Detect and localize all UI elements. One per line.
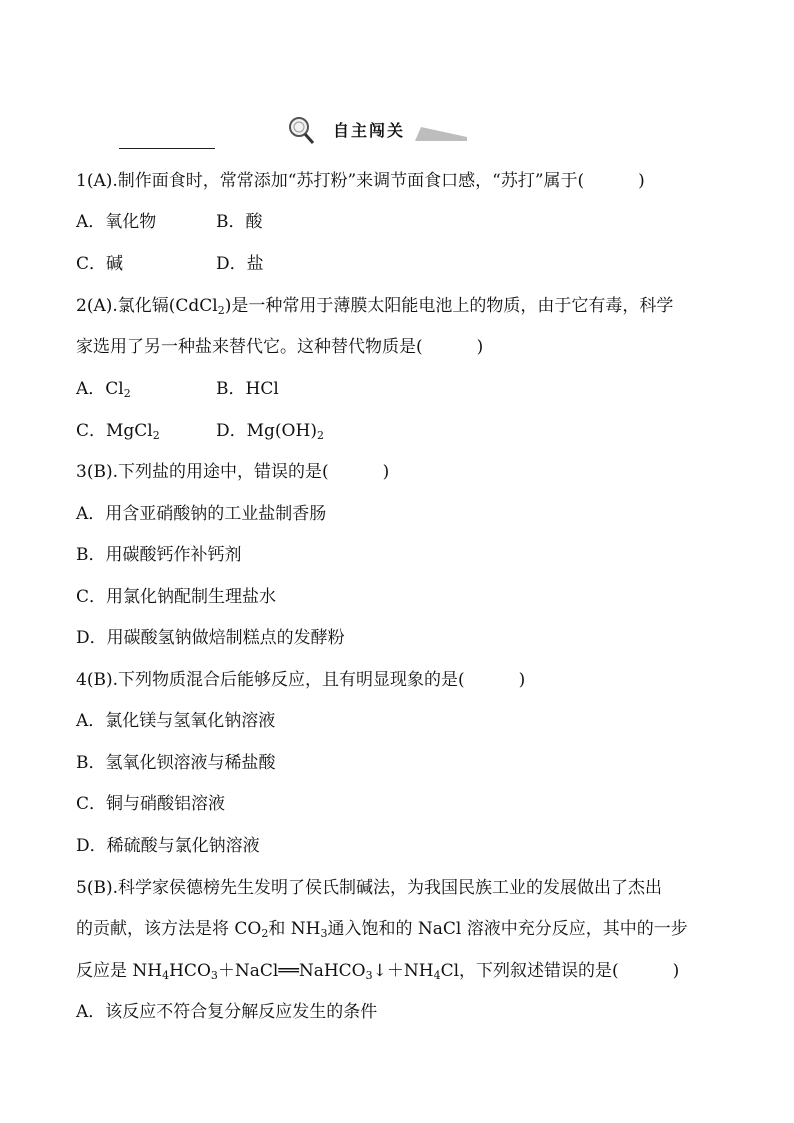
q5-option-a: A．该反应不符合复分解反应发生的条件 — [76, 1002, 378, 1022]
q5-stem-line1: 5(B).科学家侯德榜先生发明了侯氏制碱法，为我国民族工业的发展做出了杰出 — [76, 878, 662, 898]
q1-option-a: A．氧化物 — [76, 212, 157, 232]
section-title: 自主闯关 — [333, 121, 406, 140]
q4-option-a: A．氯化镁与氢氧化钠溶液 — [76, 711, 276, 731]
q2-stem-line1: 2(A).氯化镉(CdCl$_2$)是一种常用于薄膜太阳能电池上的物质，由于它有毒，科学 — [76, 296, 674, 317]
q1-option-c: C．碱 — [76, 254, 124, 274]
section-header — [285, 113, 475, 145]
q2-option-b: B．HCl — [216, 379, 279, 399]
q4-option-b: B．氢氧化钡溶液与稀盐酸 — [76, 753, 276, 773]
q3-option-a: A．用含亚硝酸钠的工业盐制香肠 — [76, 504, 327, 524]
q3-stem: 3(B).下列盐的用途中，错误的是( ) — [76, 462, 390, 482]
q2-options-row1 — [76, 378, 279, 400]
q2-option-c: C．MgCl$_2$ — [76, 421, 160, 442]
header-underline — [119, 148, 215, 149]
q4-option-c: C．铜与硝酸铝溶液 — [76, 794, 226, 814]
q2-stem-line2: 家选用了另一种盐来替代它。这种替代物质是( ) — [76, 337, 484, 357]
q5-stem-line3: 反应是 $NH_4HCO_3+NaCl══NaHCO_3↓+NH_4Cl$，下列叙述错误的是( ) — [76, 961, 680, 982]
q2-options-row2 — [76, 420, 324, 442]
q2-option-d: D．$Mg(OH)_2$ — [216, 421, 324, 442]
magnifier-icon — [285, 115, 321, 145]
q1-options-row1 — [76, 211, 263, 233]
q3-option-c: C．用氯化钠配制生理盐水 — [76, 587, 277, 607]
decorative-stripe — [415, 127, 467, 141]
q3-option-b: B．用碳酸钙作补钙剂 — [76, 545, 242, 565]
q1-stem: 1(A).制作面食时，常常添加“苏打粉”来调节面食口感，“苏打”属于( ) — [76, 171, 645, 191]
q1-option-b: B．酸 — [216, 212, 263, 232]
q2-option-a: A．$Cl_2$ — [76, 379, 131, 400]
q4-stem: 4(B).下列物质混合后能够反应，且有明显现象的是( ) — [76, 670, 526, 690]
q4-option-d: D．稀硫酸与氯化钠溶液 — [76, 836, 260, 856]
q1-options-row2 — [76, 253, 264, 275]
q5-stem-line2: 的贡献，该方法是将 $CO_2$和 $NH_3$通入饱和的 NaCl 溶液中充分反应，其中的一步 — [76, 919, 688, 940]
q1-option-d: D．盐 — [216, 254, 264, 274]
q3-option-d: D．用碳酸氢钠做焙制糕点的发酵粉 — [76, 628, 345, 648]
